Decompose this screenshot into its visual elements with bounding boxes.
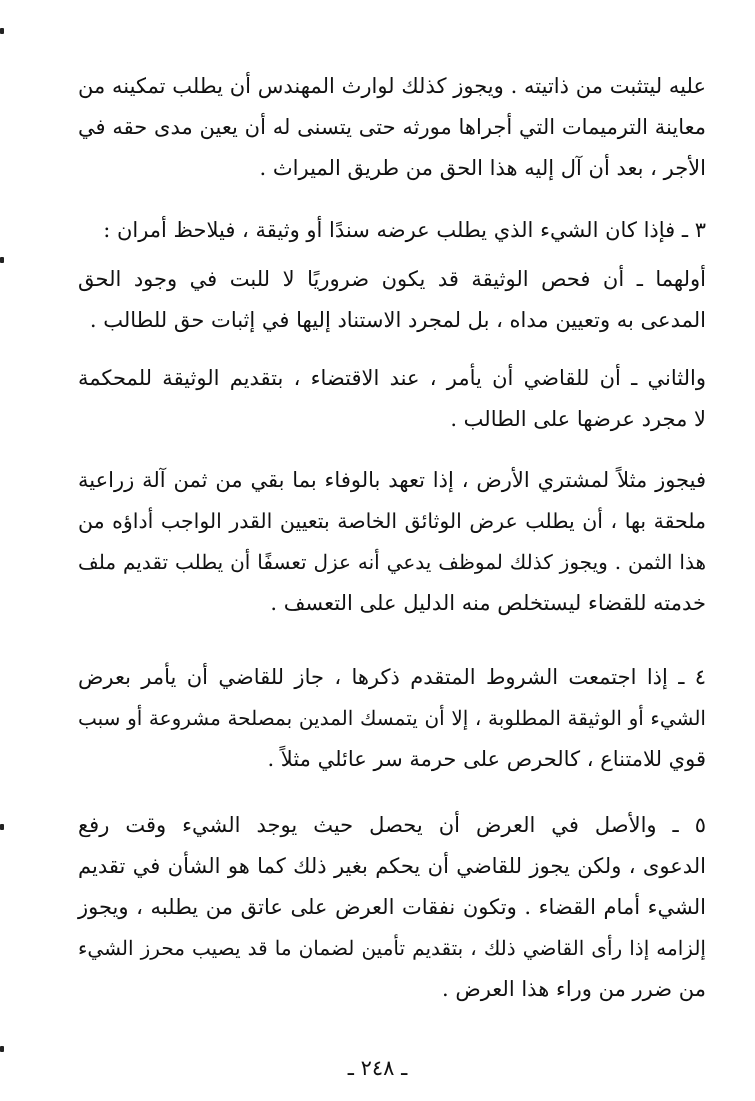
text-line: الدعوى ، ولكن يجوز للقاضي أن يحكم بغير ذلك كما هو الشأن في تقديم <box>78 854 706 878</box>
paragraph-second-matter <box>78 358 706 440</box>
text-line: ٣ ـ فإذا كان الشيء الذي يطلب عرضه سندًا أو وثيقة ، فيلاحظ أمران : <box>103 218 706 242</box>
text-line: عليه ليتثبت من ذاتيته . ويجوز كذلك لوارث المهندس أن يطلب تمكينه من <box>78 74 706 98</box>
paragraph-first-matter <box>78 259 706 341</box>
text-line: الشيء أمام القضاء . وتكون نفقات العرض على عاتق من يطلبه ، ويجوز <box>78 895 706 919</box>
text-line: خدمته للقضاء ليستخلص منه الدليل على التعسف . <box>270 591 706 615</box>
text-line: فيجوز مثلاً لمشتري الأرض ، إذا تعهد بالوفاء بما بقي من ثمن آلة زراعية <box>78 468 706 492</box>
scan-edge-mark <box>0 824 4 830</box>
text-line: هذا الثمن . ويجوز كذلك لموظف يدعي أنه عزل تعسفًا أن يطلب تقديم ملف <box>78 550 706 574</box>
text-line: الشيء أو الوثيقة المطلوبة ، إلا أن يتمسك المدين بمصلحة مشروعة أو سبب <box>78 706 706 730</box>
text-line: لا مجرد عرضها على الطالب . <box>450 407 706 431</box>
paragraph-example <box>78 460 706 624</box>
scan-edge-mark <box>0 28 4 34</box>
text-line: من ضرر من وراء هذا العرض . <box>441 977 706 1001</box>
paragraph-item-3 <box>78 210 706 251</box>
scan-edge-mark <box>0 1046 4 1052</box>
paragraph-item-5 <box>78 805 706 1010</box>
page-number: ـ ٢٤٨ ـ <box>347 1056 408 1080</box>
text-line: قوي للامتناع ، كالحرص على حرمة سر عائلي مثلاً . <box>267 747 706 771</box>
text-line: معاينة الترميمات التي أجراها مورثه حتى يتسنى له أن يعين مدى حقه في <box>78 115 706 139</box>
text-line: الأجر ، بعد أن آل إليه هذا الحق من طريق الميراث . <box>259 156 706 180</box>
text-line: ٥ ـ والأصل في العرض أن يحصل حيث يوجد الشيء وقت رفع <box>78 813 706 837</box>
paragraph-continuation <box>78 66 706 189</box>
paragraph-item-4 <box>78 657 706 780</box>
text-line: أولهما ـ أن فحص الوثيقة قد يكون ضروريًا لا للبت في وجود الحق <box>78 267 706 291</box>
text-line: ٤ ـ إذا اجتمعت الشروط المتقدم ذكرها ، جاز للقاضي أن يأمر بعرض <box>78 665 706 689</box>
text-line: ملحقة بها ، أن يطلب عرض الوثائق الخاصة بتعيين القدر الواجب أداؤه من <box>78 509 706 533</box>
text-line: والثاني ـ أن للقاضي أن يأمر ، عند الاقتضاء ، بتقديم الوثيقة للمحكمة <box>78 366 706 390</box>
text-line: إلزامه إذا رأى القاضي ذلك ، بتقديم تأمين لضمان ما قد يصيب محرز الشيء <box>78 936 706 960</box>
text-line: المدعى به وتعيين مداه ، بل لمجرد الاستناد إليها في إثبات حق للطالب . <box>89 308 706 332</box>
scan-edge-mark <box>0 257 4 263</box>
